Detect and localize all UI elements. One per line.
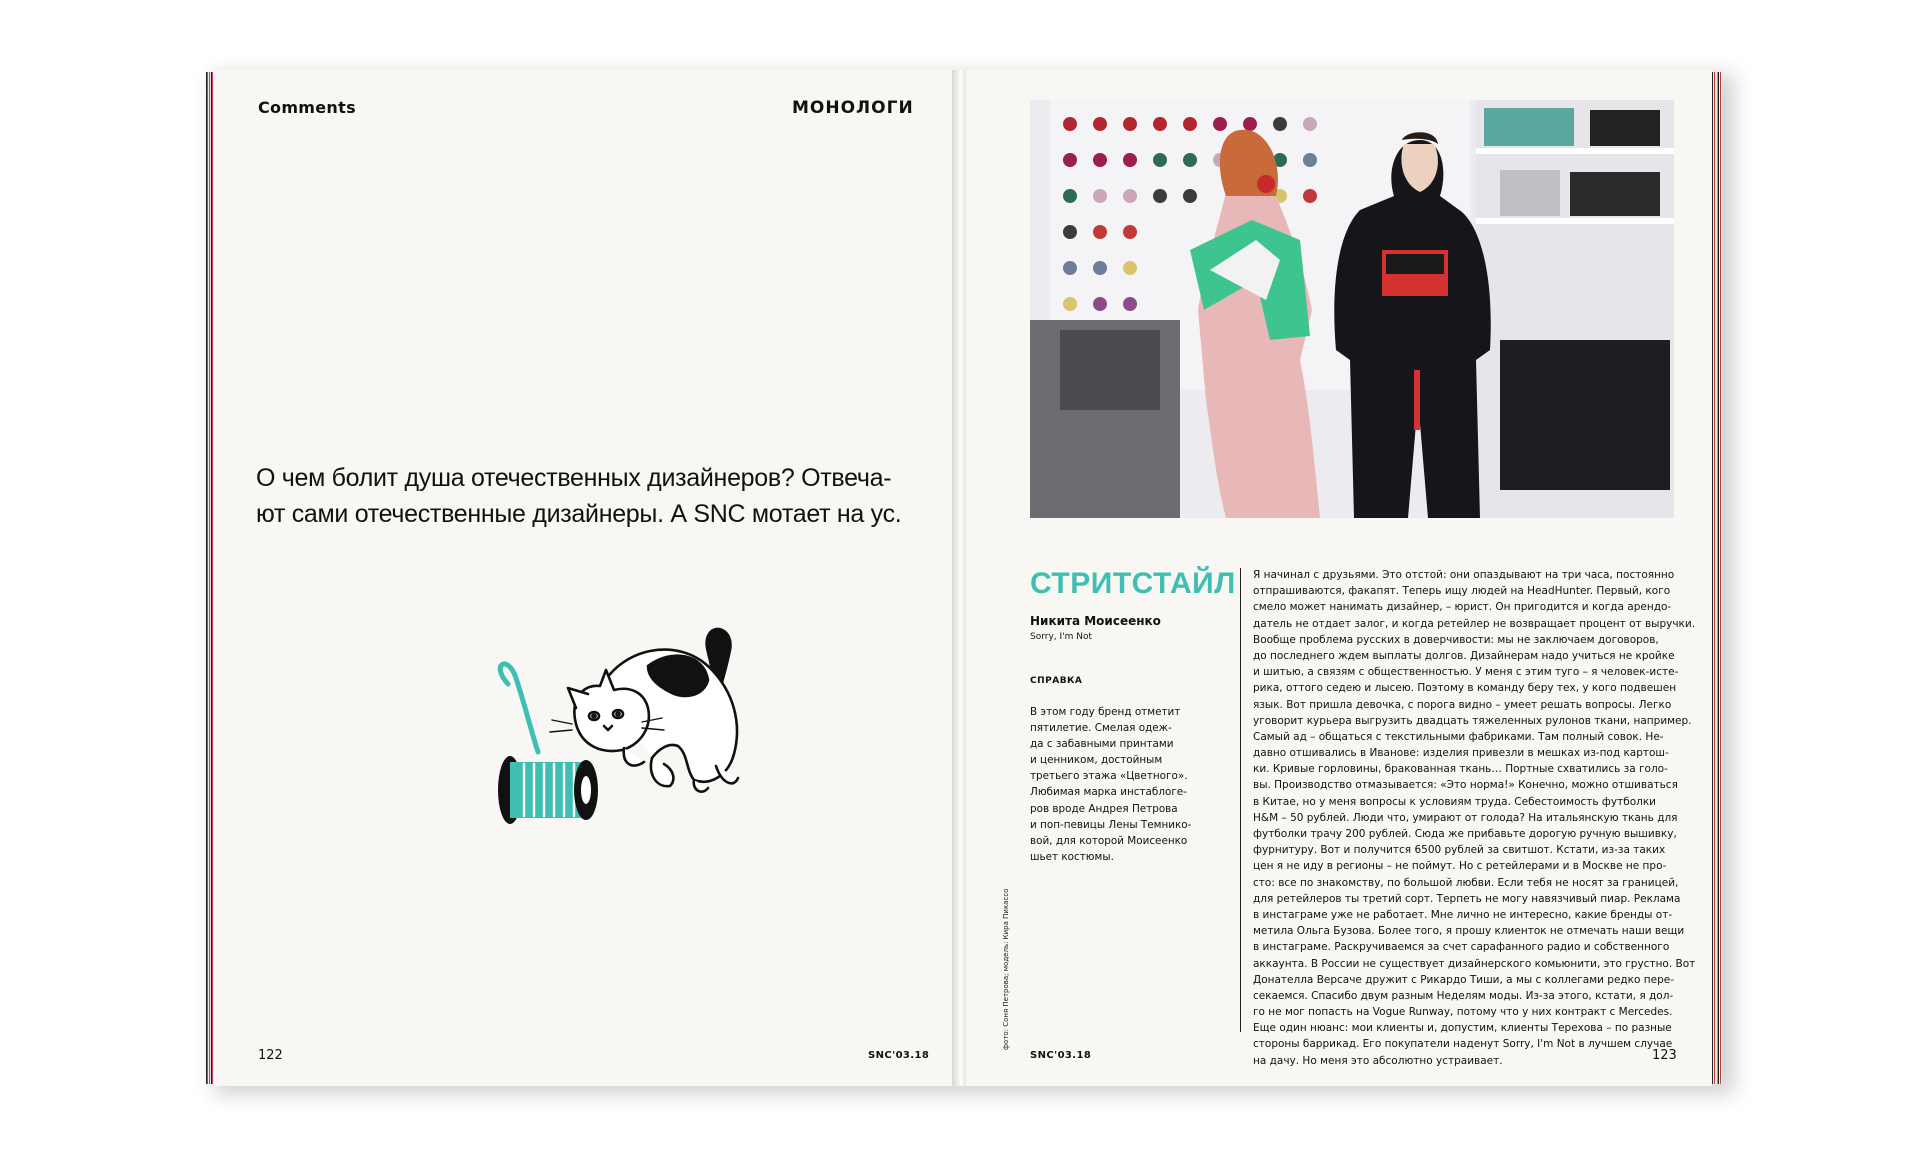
body-line: в Китае, но у меня вопросы к условиям труда. Себестоимость футболки [1253, 795, 1656, 808]
body-line: Я начинал с друзьями. Это отстой: они опаздывают на три часа, постоянно [1253, 569, 1675, 581]
body-line: ки. Кривые горловины, бракованная ткань… Портные схватились за голо- [1253, 763, 1668, 776]
body-line: цен я не иду в регионы – не поймут. Но с ретейлерами и в Москве не про- [1253, 860, 1667, 873]
reference-label: СПРАВКА [1030, 676, 1083, 686]
body-line: для ретейлеров ты третий сорт. Терпеть не могу навязчивый пиар. Реклама [1253, 892, 1681, 905]
issue-label-right: SNC'03.18 [1030, 1050, 1092, 1061]
section-title: СТРИТСТАЙЛ [1030, 567, 1236, 600]
body-line: сто: все по знакомству, по большой любви. Если тебя не носят за границей, [1253, 876, 1679, 889]
page-number-left: 122 [258, 1048, 283, 1063]
body-line: фурнитуру. Вот и получится 6500 рублей за свитшот. Кстати, из-за таких [1253, 844, 1666, 857]
body-line: стороны баррикад. Его покупатели наденут Sorry, I'm Not в лучшем случае [1253, 1038, 1673, 1051]
reference-line: и ценником, достойным [1030, 754, 1163, 767]
reference-line: шьет костюмы. [1030, 850, 1114, 863]
reference-line: да с забавными принтами [1030, 738, 1174, 751]
body-line: уговорит курьера выгрузить двадцать тяжеленных рулонов ткани, например. [1253, 714, 1692, 727]
page-number-right: 123 [1652, 1048, 1677, 1063]
body-line: давно отшивались в Иванове: изделия привезли в мешках из-под картош- [1253, 747, 1669, 760]
designers-in-studio-photo [1030, 100, 1674, 518]
lead-line: ют сами отечественные дизайнеры. А SNC мотает на ус. [256, 500, 902, 528]
body-line: Самый ад – общаться с текстильными фабриками. Там полный совок. Не- [1253, 730, 1664, 743]
body-line: метила Ольга Бузова. Более того, я прошу клиенток не отмечать наши вещи [1253, 925, 1685, 938]
body-line: до последнего ждем выплаты долгов. Дизайнерам надо учиться не кройке [1253, 649, 1675, 662]
photo-credit: фото: Соня Петрова; модель: Кира Пикассо [1002, 888, 1010, 1050]
body-line: отпрашиваются, факапят. Теперь ищу людей на HeadHunter. Первый, кого [1253, 585, 1671, 598]
body-line: секаемся. Спасибо двум разным Неделям моды. Из-за этого, кстати, я дол- [1253, 989, 1674, 1002]
body-line: футболки трачу 200 рублей. Сюда же прибавьте дорогую ручную вышивку, [1253, 828, 1677, 840]
reference-line: Любимая марка инстаблоге- [1030, 786, 1187, 799]
body-line: H&M – 50 рублей. Люди что, умирают от голода? На итальянскую ткань для [1253, 811, 1678, 824]
body-line: язык. Вот пришла девочка, с порога видно – умеет решать вопросы. Легко [1253, 698, 1672, 711]
cat-with-thread-spool-icon [472, 574, 762, 864]
section-label: Comments [258, 98, 356, 117]
body-line: вы. Производство отмазывается: «Это норма!» Конечно, можно отшиваться [1253, 779, 1678, 792]
body-line: смело может нанимать дизайнер, – юрист. Он пригодится и когда арендо- [1253, 601, 1672, 614]
body-line: в инстаграме уже не работает. Мне лично не интересно, какие бренды от- [1253, 908, 1673, 921]
reference-line: вой, для которой Моисеенко [1030, 834, 1188, 847]
reference-line: третьего этажа «Цветного». [1030, 770, 1188, 783]
body-line: датель не отдает залог, и когда ретейлер не возвращает процент от выручки. [1253, 617, 1696, 630]
reference-line: и поп-певицы Лены Темнико- [1030, 818, 1192, 831]
body-line: на дачу. Но меня это абсолютно устраивает. [1253, 1054, 1503, 1067]
body-line: го не мог попасть на Vogue Runway, потому что у них контракт с Mercedes. [1253, 1006, 1673, 1019]
brand-name: Sorry, I'm Not [1030, 632, 1093, 642]
reference-line: пятилетие. Смелая одеж- [1030, 722, 1172, 735]
body-line: Вообще проблема русских в доверчивости: мы не заключаем договоров, [1253, 633, 1659, 646]
body-line: в инстаграме. Раскручиваемся за счет сарафанного радио и собственного [1253, 941, 1670, 954]
lead-line: О чем болит душа отечественных дизайнеров? Отвеча- [256, 464, 892, 492]
reference-line: В этом году бренд отметит [1030, 706, 1181, 718]
body-line: аккаунта. В России не существует дизайнерского комьюнити, это грустно. Вот [1253, 957, 1696, 970]
lead-paragraph [256, 460, 936, 532]
column-divider [1240, 568, 1241, 1032]
reference-paragraph [1030, 704, 1206, 865]
body-line: Донателла Версаче дружит с Рикардо Тиши, а мы с коллегами редко пере- [1253, 973, 1675, 986]
author-name: Никита Моисеенко [1030, 614, 1161, 628]
body-line: и шитью, а связям с общественностью. У меня с этим туго – я человек-исте- [1253, 666, 1679, 679]
reference-line: ров вроде Андрея Петрова [1030, 802, 1178, 815]
issue-label-left: SNC'03.18 [868, 1050, 930, 1061]
body-line: Еще один нюанс: мои клиенты и, допустим, клиенты Терехова – по разные [1253, 1022, 1672, 1035]
body-line: рика, оттого седею и лысею. Поэтому в команду беру тех, у кого подвешен [1253, 682, 1677, 695]
rubric-label: МОНОЛОГИ [792, 98, 914, 118]
